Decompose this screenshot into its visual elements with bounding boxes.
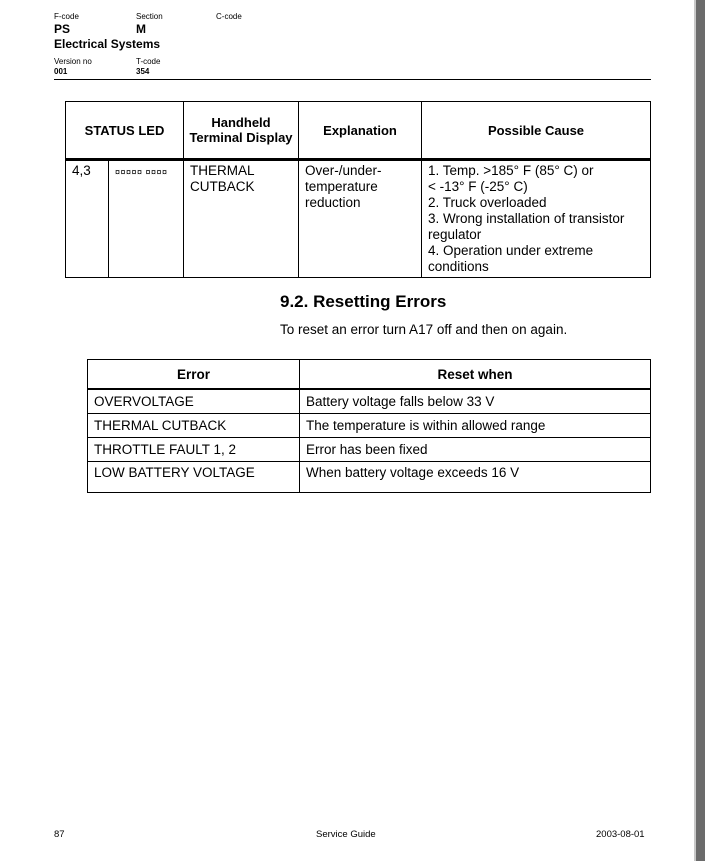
section-value: M xyxy=(136,22,146,36)
version-label: Version no xyxy=(54,57,92,66)
cause-line: < -13° F (-25° C) xyxy=(428,179,528,194)
reset-cell: Battery voltage falls below 33 V xyxy=(300,389,651,414)
reset-cell: When battery voltage exceeds 16 V xyxy=(300,462,651,493)
cause-line: 2. Truck overloaded xyxy=(428,195,547,210)
section-title: 9.2. Resetting Errors xyxy=(280,292,447,311)
reset-cell: Error has been fixed xyxy=(300,438,651,462)
col-possible-cause: Possible Cause xyxy=(422,102,651,160)
error-cell: THERMAL CUTBACK xyxy=(88,414,300,438)
fcode-label: F-code xyxy=(54,12,79,21)
header-rule xyxy=(54,79,651,80)
ccode-label: C-code xyxy=(216,12,242,21)
col-error: Error xyxy=(88,360,300,390)
version-value: 001 xyxy=(54,67,68,76)
display-line: THERMAL xyxy=(190,163,255,178)
footer-document: Service Guide xyxy=(316,829,376,840)
display-line: CUTBACK xyxy=(190,179,255,194)
table-row xyxy=(88,462,651,493)
led-pattern: ¤¤¤¤¤ ¤¤¤¤ xyxy=(115,167,168,177)
status-table-header xyxy=(66,102,651,160)
col-reset-when: Reset when xyxy=(300,360,651,390)
error-cell: LOW BATTERY VOLTAGE xyxy=(88,462,300,493)
reset-table-header xyxy=(88,360,651,390)
explanation-line: Over-/under- xyxy=(305,163,382,178)
col-explanation: Explanation xyxy=(299,102,422,160)
col-terminal-display: Handheld Terminal Display xyxy=(184,102,299,160)
tcode-label: T-code xyxy=(136,57,161,66)
cause-line: 3. Wrong installation of transistor xyxy=(428,211,625,226)
footer-date: 2003-08-01 xyxy=(596,829,645,840)
display-cell xyxy=(184,160,299,278)
reset-cell: The temperature is within allowed range xyxy=(300,414,651,438)
error-cell: OVERVOLTAGE xyxy=(88,389,300,414)
error-cell: THROTTLE FAULT 1, 2 xyxy=(88,438,300,462)
cause-line: regulator xyxy=(428,227,482,242)
explanation-line: temperature xyxy=(305,179,378,194)
table-row xyxy=(88,389,651,414)
page-edge xyxy=(696,0,705,861)
table-row xyxy=(88,414,651,438)
cause-cell xyxy=(422,160,651,278)
fcode-value: PS xyxy=(54,22,71,36)
status-code: 4,3 xyxy=(66,160,109,278)
cause-line: conditions xyxy=(428,259,489,274)
cause-line: 1. Temp. >185° F (85° C) or xyxy=(428,163,594,178)
col-status-led: STATUS LED xyxy=(66,102,184,160)
explanation-line: reduction xyxy=(305,195,361,210)
table-row xyxy=(66,160,651,278)
reset-table xyxy=(87,359,651,493)
led-pattern-cell xyxy=(109,160,184,278)
status-table xyxy=(65,101,651,278)
page-number: 87 xyxy=(54,829,65,840)
tcode-value: 354 xyxy=(136,67,150,76)
cause-line: 4. Operation under extreme xyxy=(428,243,594,258)
section-intro: To reset an error turn A17 off and then on again. xyxy=(280,322,568,337)
explanation-cell xyxy=(299,160,422,278)
table-row xyxy=(88,438,651,462)
document-subtitle: Electrical Systems xyxy=(54,37,161,51)
section-label: Section xyxy=(136,12,163,21)
